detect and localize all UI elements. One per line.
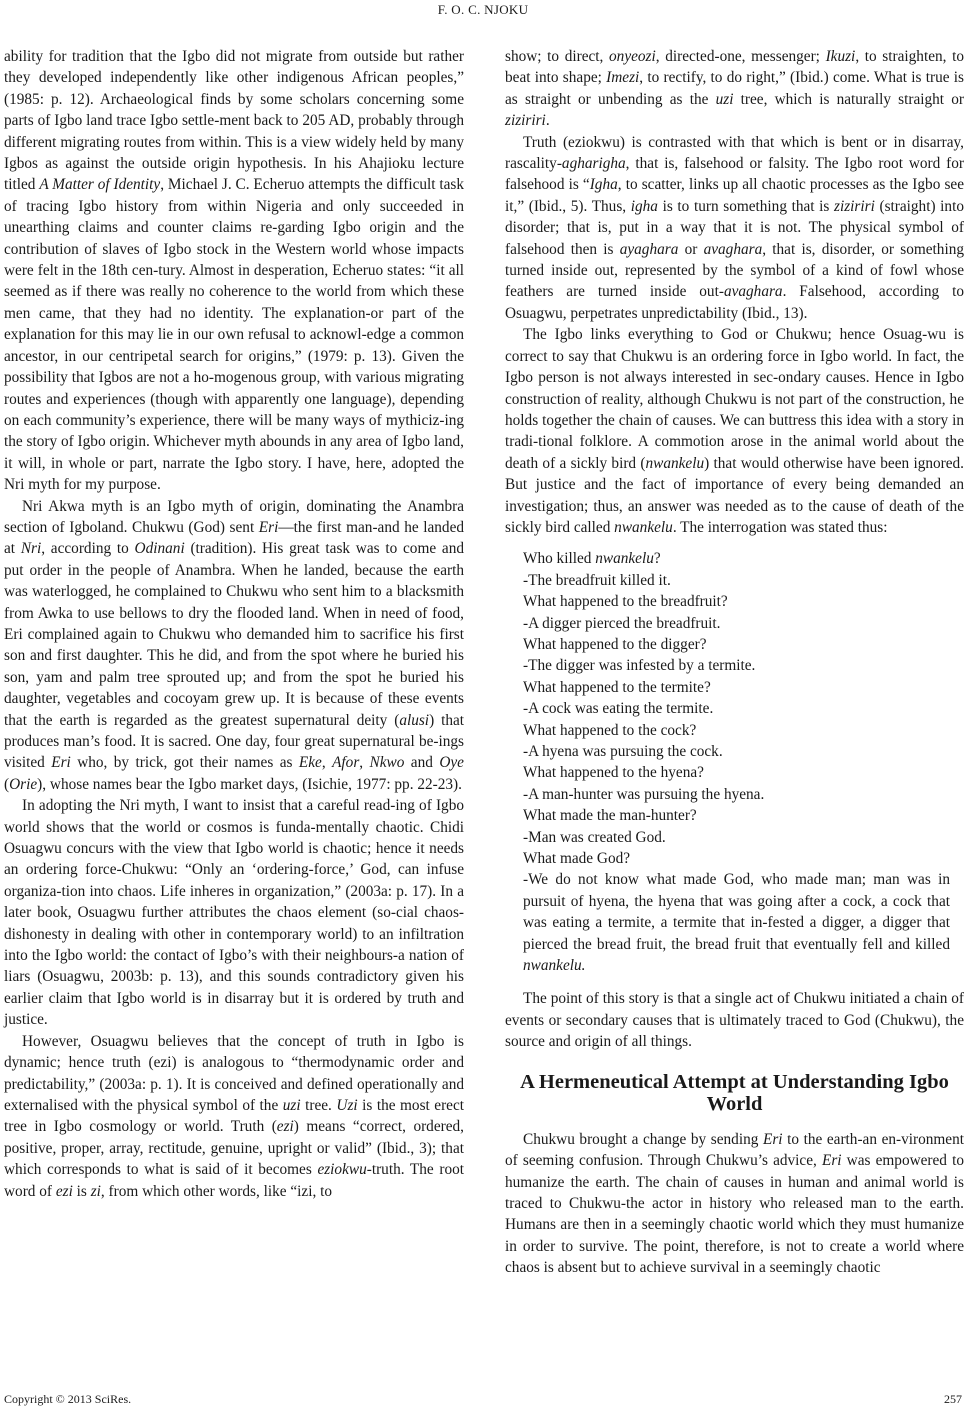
paragraph: Chukwu brought a change by sending Eri to the earth-an en-vironment of seeming confusion. Through Chukwu’s advice, Eri was empowered to humanize the earth. The chain of causes in human and animal world is traced to Chukwu-the actor in history who released man to the earth. Humans are then in a seemingly chaotic world which they must humanize in order to survive. The point, therefore, is not to create a world where chaos is absent but to achieve survival in a seemingly chaotic	[505, 1130, 965, 1277]
dialogue-line: Who killed nwankelu?	[523, 550, 661, 568]
dialogue-line: What made the man-hunter?	[523, 807, 697, 825]
dialogue-line: -We do not know what made God, who made man; man was in pursuit of hyena, the hyena that was going after a cock, a cock that was eating a termite, a termite that in-fested a digger, a digger that pierced the bread fruit, the bread fruit that eventually fell and killed nwankelu.	[523, 871, 950, 975]
dialogue-line: What made God?	[523, 850, 631, 868]
dialogue-line: -A digger pierced the breadfruit.	[523, 614, 721, 632]
section-heading: A Hermeneutical Attempt at Understanding Igbo World	[520, 1070, 949, 1115]
dialogue-line: -A hyena was pursuing the cock.	[523, 743, 723, 760]
left-column	[4, 46, 464, 1202]
dialogue-line: What happened to the termite?	[523, 678, 711, 696]
interrogation-dialogue	[505, 548, 964, 976]
dialogue-line: What happened to the cock?	[523, 721, 697, 739]
paragraph: Truth (eziokwu) is contrasted with that which is bent or in disarray, rascality-agharigha, that is, falsehood or falsity. The Igbo root word for falsehood is “Igha, to scatter, links up all chaotic processes as the Igbo see it,” (Ibid., 5). Thus, igha is to turn something that is ziziriri (straight) into disorder; that is, put in a way that it is not. The physical symbol of falsehood then is ayaghara or avaghara, that is, disorder, or something turned inside out, represented by the symbol of a kind of fowl whose feathers are turned inside out-avaghara. Falsehood, according to Osuagwu, perpetrates unpredictability (Ibid., 13).	[505, 133, 965, 322]
dialogue-line: -The breadfruit killed it.	[523, 571, 671, 589]
dialogue-line: -A cock was eating the termite.	[523, 700, 714, 718]
page-number: 257	[944, 1392, 962, 1406]
dialogue-line: What happened to the hyena?	[523, 764, 704, 782]
paragraph: However, Osuagwu believes that the concept of truth in Igbo is dynamic; hence truth (ezi) is analogous to “thermodynamic order and predictability,” (2003a: p. 1). It is conceived and defined operationally and externalised with the physical symbol of the uzi tree. Uzi is the most erect tree in Igbo cosmology or world. Truth (ezi) means “correct, ordered, positive, proper, array, rectitude, genuine, upright or valid” (Ibid., 3); that which corresponds to what is said of it becomes eziokwu-truth. The root word of ezi is zi, from which other words, like “izi, to	[4, 1032, 465, 1200]
paragraph: In adopting the Nri myth, I want to insist that a careful read-ing of Igbo world shows that the world or cosmos is funda-mentally chaotic. Chidi Osuagwu concurs with the view that Igbo world is chaotic; hence it needs an ordering force-Chukwu: “Only an ‘ordering-force,’ God, can infuse organiza-tion into chaos. Life inheres in organization,” (2003a: p. 17). In a later book, Osuagwu further attributes the chaos element (so-cial chaos-dishonesty in dealing with other in contemporary world) to an infiltration into the Igbo world: the contact of Igbo’s with their neighbours-a nation of liars (Osuagwu, 2003b: p. 13), and this sounds contradictory given his earlier claim that Igbo world is in disarray but it is ordered by truth and justice.	[4, 797, 464, 1029]
right-column	[505, 46, 964, 1279]
dialogue-line: What happened to the digger?	[523, 635, 707, 653]
dialogue-line: -The digger was infested by a termite.	[523, 657, 756, 675]
paragraph: ability for tradition that the Igbo did not migrate from outside but rather they developed independently like other indigenous African peoples,” (1985: p. 12). Archaeological finds by some scholars concerning some parts of Igbo land trace Igbo settle-ment back to 205 AD, probably through different migrating routes from within. This is a view widely held by many Igbos as against the outside origin hypothesis. In his Ahajioku lecture titled A Matter of Identity, Michael J. C. Echeruo attempts the difficult task of tracing Igbo history from within Nigeria and only succeeded in unearthing claims and counter claims re-garding Igbo origin and the contribution of slaves of Igbo stock in the Western world whose impacts were felt in the 18th cen-tury. Almost in desperation, Echeruo states: “it all seemed as if there was really no coherence to the world from which these men came, that they had no identity. The explanation-or part of the explanation for this may lie in our own refusal to acknowl-edge a common ancestor, in our centripetal search for origins,” (1979: p. 13). Given the possibility that Igbos are not a ho-mogenous group, with various migrating routes and experiences (though with apparently one language), depending on each community’s experience, there will be many ways of mythiciz-ing the story of Igbo origin. Whichever myth abounds in any area of Igbo land, it will, in whole or part, narrate the Igbo story. I have, here, adopted the Nri myth for my purpose.	[4, 48, 465, 494]
dialogue-line: What happened to the breadfruit?	[523, 593, 728, 611]
running-head: F. O. C. NJOKU	[437, 2, 529, 17]
paragraph: Nri Akwa myth is an Igbo myth of origin, dominating the Anambra section of Igboland. Chukwu (God) sent Eri—the first man-and he landed at Nri, according to Odinani (tradition). His great task was to come and put order in the people of Anambra. When he landed, because the earth was waterlogged, he complained to Chukwu who sent him to a blacksmith from Awka to use bellows to dry the flooded land. When in need of food, Eri complained again to Chukwu who demanded him to sacrifice his first son and first daughter. This he did, and from the spot where he buried his son, yam and palm tree sprouted up; and from the spot he buried his daughter, vegetables and cocoyam grew up. It is because of these events that the earth is regarded as the greatest supernatural deity (alusi) that produces man’s food. It is sacred. One day, four great supernatural be-ings visited Eri who, by trick, got their names as Eke, Afor, Nkwo and Oye (Orie), whose names bear the Igbo market days, (Isichie, 1977: pp. 22-23).	[4, 497, 465, 793]
copyright-notice: Copyright © 2013 SciRes.	[4, 1392, 132, 1406]
paragraph: The Igbo links everything to God or Chukwu; hence Osuag-wu is correct to say that Chukwu is an ordering force in Igbo world. In fact, the Igbo person is not always interested in sec-ondary causes. Hence in Igbo construction of reality, although Chukwu is not part of the construction, he holds together the chain of causes. We can buttress this idea with a story in tradi-tional folklore. A commotion arose in the animal world about the death of a sickly bird (nwankelu) that would otherwise have been ignored. But justice and the fact of importance of every being demanded an investigation; thus, an answer was needed as to the cause of death of the sickly bird called nwankelu. The interrogation was stated thus:	[505, 326, 964, 536]
paragraph: The point of this story is that a single act of Chukwu initiated a chain of events or secondary causes that is ultimately traced to God (Chukwu), the source and origin of all things.	[505, 990, 964, 1051]
paragraph: show; to direct, onyeozi, directed-one, messenger; Ikuzi, to straighten, to beat into shape; Imezi, to rectify, to do right,” (Ibid.) come. What is true is as straight or unbending as the uzi tree, which is naturally straight or ziziriri.	[505, 48, 965, 130]
dialogue-line: -A man-hunter was pursuing the hyena.	[523, 785, 765, 803]
dialogue-line: -Man was created God.	[523, 828, 666, 846]
